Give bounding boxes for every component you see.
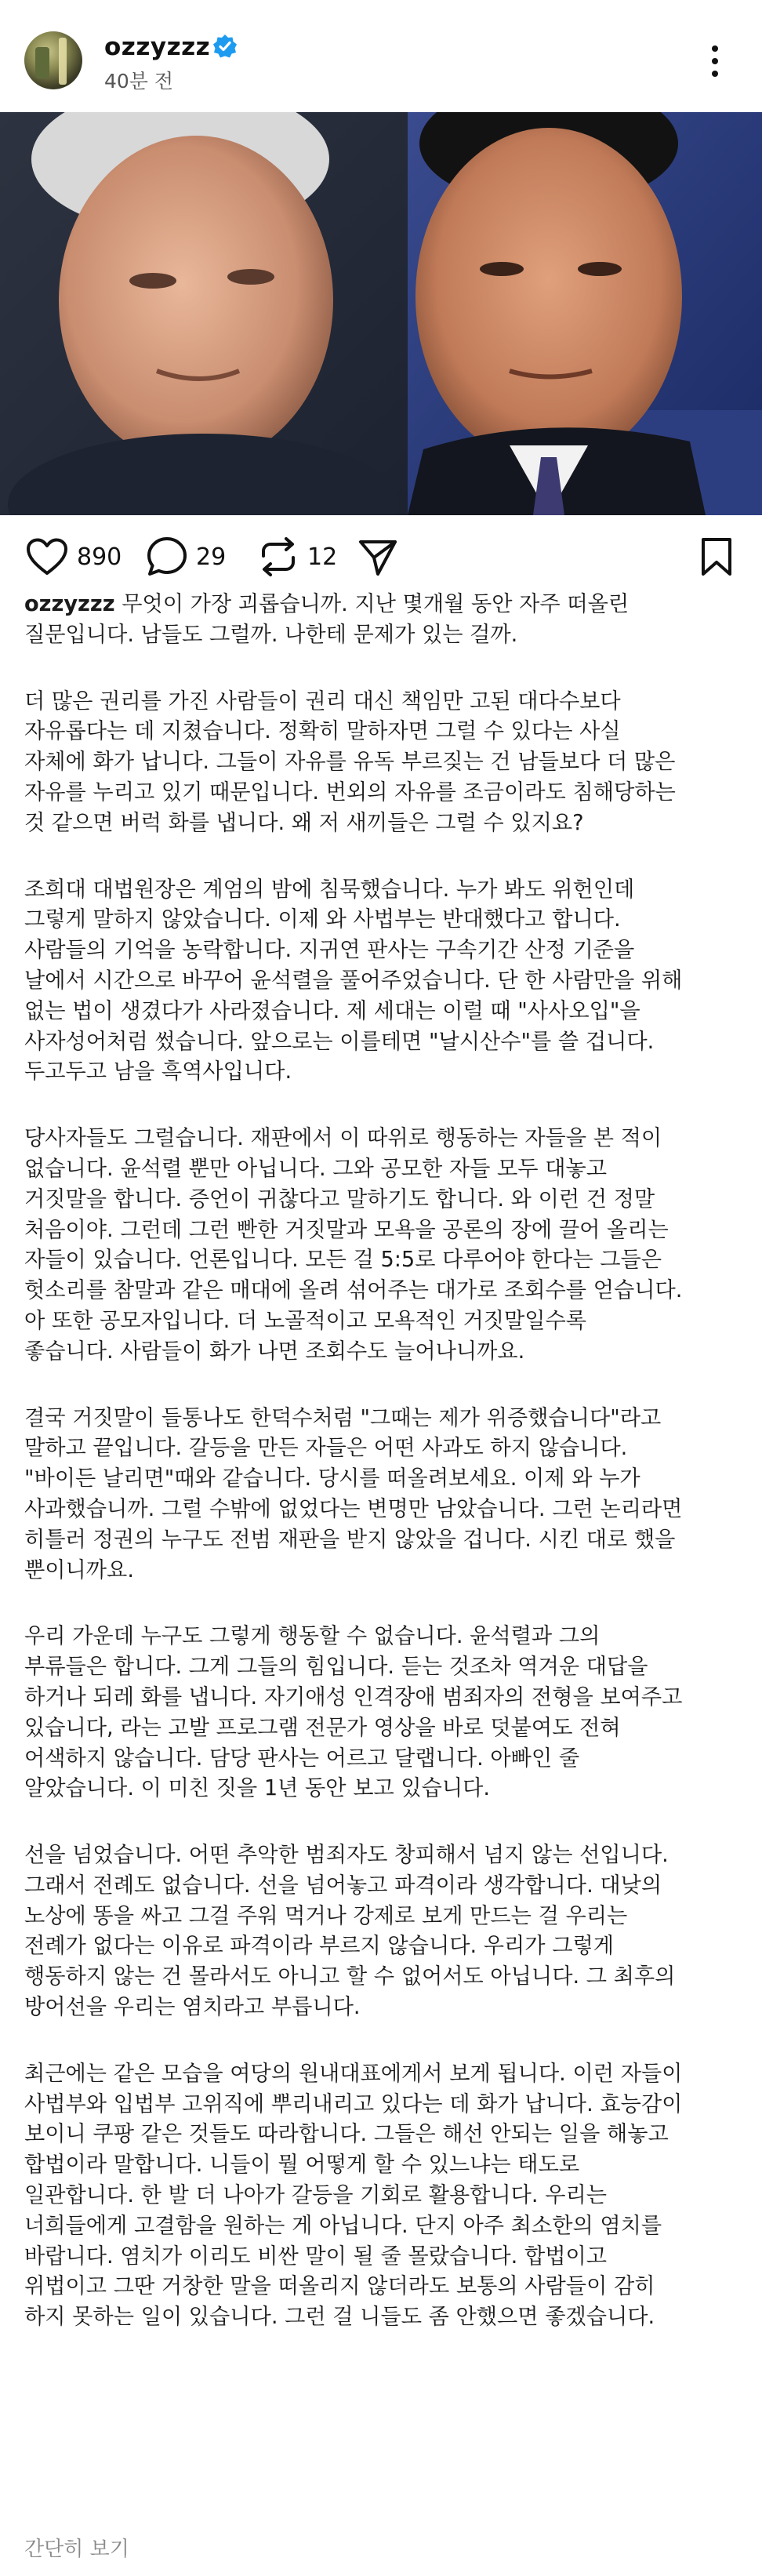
like-button[interactable] (25, 525, 122, 588)
post-actions-bar (0, 525, 762, 588)
repost-button[interactable] (257, 525, 337, 588)
caption-paragraph: 우리 가운데 누구도 그렇게 행동할 수 없습니다. 윤석렬과 그의 부류들은 합니다. 그게 그들의 힘입니다. 듣는 것조차 역겨운 대답을 하거나 되레 화를 냅니다. 자기애성 인격장애 범죄자의 전형을 보여주고 있습니다, 라는 고발 프로그램 전문가 영상을 바로 덧붙여도 전혀 어색하지 않습니다. 담당 판사는 어르고 달랩니다. 아빠인 줄 알았습니다. 이 미친 짓을 1년 동안 보고 있습니다. (24, 1624, 683, 1801)
caption-paragraph: 결국 거짓말이 들통나도 한덕수처럼 "그때는 제가 위증했습니다"라고 말하고 끝입니다. 갈등을 만든 자들은 어떤 사과도 하지 않습니다. "바이든 날리면"때와 같습니다. 당시를 떠올려보세요. 이제 와 누가 사과했습니까. 그럴 수밖에 없었다는 변명만 남았습니다. 그런 논리라면 히틀러 정권의 누구도 전범 재판을 받지 않았을 겁니다. 시킨 대로 했을 뿐이니까요. (24, 1405, 683, 1582)
caption-paragraph: 당사자들도 그럴습니다. 재판에서 이 따위로 행동하는 자들을 본 적이 없습니다. 윤석렬 뿐만 아닙니다. 그와 공모한 자들 모두 대놓고 거짓말을 합니다. 증언이 귀찮다고 말하기도 합니다. 와 이런 건 정말 처음이야. 그런데 그런 빤한 거짓말과 모욕을 공론의 장에 끌어 올리는 자들이 있습니다. 언론입니다. 모든 걸 5:5로 다루어야 한다는 그들은 헛소리를 참말과 같은 매대에 올려 섞어주는 대가로 조회수를 얻습니다. 아 또한 공모자입니다. 더 노골적이고 모욕적인 거짓말일수록 좋습니다. 사람들이 화가 나면 조회수도 늘어나니까요. (24, 1126, 683, 1364)
caption-paragraph: 조희대 대법원장은 계엄의 밤에 침묵했습니다. 누가 봐도 위헌인데 그렇게 말하지 않았습니다. 이제 와 사법부는 반대했다고 합니다. 사람들의 기억을 농락합니다. 지귀연 판사는 구속기간 산정 기준을 날에서 시간으로 바꾸어 윤석렬을 풀어주었습니다. 단 한 사람만을 위해 없는 법이 생겼다가 사라졌습니다. 제 세대는 이럴 때 "사사오입"을 사자성어처럼 썼습니다. 앞으로는 이를테면 "날시산수"를 쓸 겁니다. 두고두고 남을 흑역사입니다. (24, 877, 683, 1085)
username[interactable]: ozzyzzz (104, 33, 211, 61)
show-less-link[interactable]: 간단히 보기 (24, 2538, 129, 2561)
comment-bubble-icon (146, 536, 188, 578)
post-time: 40분 전 (104, 70, 174, 93)
caption-paragraph (24, 590, 742, 651)
caption-username[interactable]: ozzyzzz (24, 592, 115, 616)
verified-badge-icon (212, 34, 238, 59)
caption-text: 무엇이 가장 괴롭습니까. 지난 몇개월 동안 자주 떠올린 질문입니다. 남들도 그럴까. 나한테 문제가 있는 걸까. (24, 592, 630, 647)
bookmark-icon (698, 536, 735, 578)
comment-button[interactable] (146, 525, 226, 588)
heart-icon (25, 537, 69, 576)
avatar[interactable] (24, 31, 82, 89)
caption-paragraph: 선을 넘었습니다. 어떤 추악한 범죄자도 창피해서 넘지 않는 선입니다. 그래서 전례도 없습니다. 선을 넘어놓고 파격이라 생각합니다. 대낮의 노상에 똥을 싸고 그걸 주워 먹거나 강제로 보게 만드는 걸 우리는 전례가 없다는 이유로 파격이라 부르지 않습니다. 우리가 그렇게 행동하지 않는 건 몰라서도 아니고 할 수 없어서도 아닙니다. 그 최후의 방어선을 우리는 염치라고 부릅니다. (24, 1843, 676, 2020)
save-button[interactable] (698, 525, 735, 588)
more-options-icon[interactable] (710, 45, 720, 80)
comment-count: 29 (196, 543, 227, 571)
post-photo-illustration (0, 112, 762, 515)
share-button[interactable] (357, 525, 399, 588)
repost-icon (257, 536, 299, 578)
caption-paragraph: 최근에는 같은 모습을 여당의 원내대표에게서 보게 됩니다. 이런 자들이 사법부와 입법부 고위직에 뿌리내리고 있다는 데 화가 납니다. 효능감이 보이니 쿠팡 같은 것들도 따라합니다. 그들은 해선 안되는 일을 해놓고 합법이라 말합니다. 니들이 뭘 어떻게 할 수 있느냐는 태도로 일관합니다. 한 발 더 나아가 갈등을 기회로 활용합니다. 우리는 너희들에게 고결함을 원하는 게 아닙니다. 단지 아주 최소한의 염치를 바랍니다. 염치가 이리도 비싼 말이 될 줄 몰랐습니다. 합법이고 위법이고 그딴 거창한 말을 떠올리지 않더라도 보통의 사람들이 감히 하지 못하는 일이 있습니다. 그런 걸 니들도 좀 안했으면 좋겠습니다. (24, 2061, 683, 2330)
post-image[interactable] (0, 112, 762, 515)
like-count: 890 (77, 543, 122, 571)
post-caption (24, 590, 742, 2369)
send-icon (357, 536, 399, 578)
post-header (0, 0, 762, 110)
caption-paragraph: 더 많은 권리를 가진 사람들이 권리 대신 책임만 고된 대다수보다 자유롭다는 데 지쳤습니다. 정확히 말하자면 그럴 수 있다는 사실 자체에 화가 납니다. 그들이 자유를 유독 부르짖는 건 남들보다 더 많은 자유를 누리고 있기 때문입니다. 번외의 자유를 조금이라도 침해당하는 것 같으면 버럭 화를 냅니다. 왜 저 새끼들은 그럴 수 있지요? (24, 689, 676, 835)
repost-count: 12 (307, 543, 338, 571)
